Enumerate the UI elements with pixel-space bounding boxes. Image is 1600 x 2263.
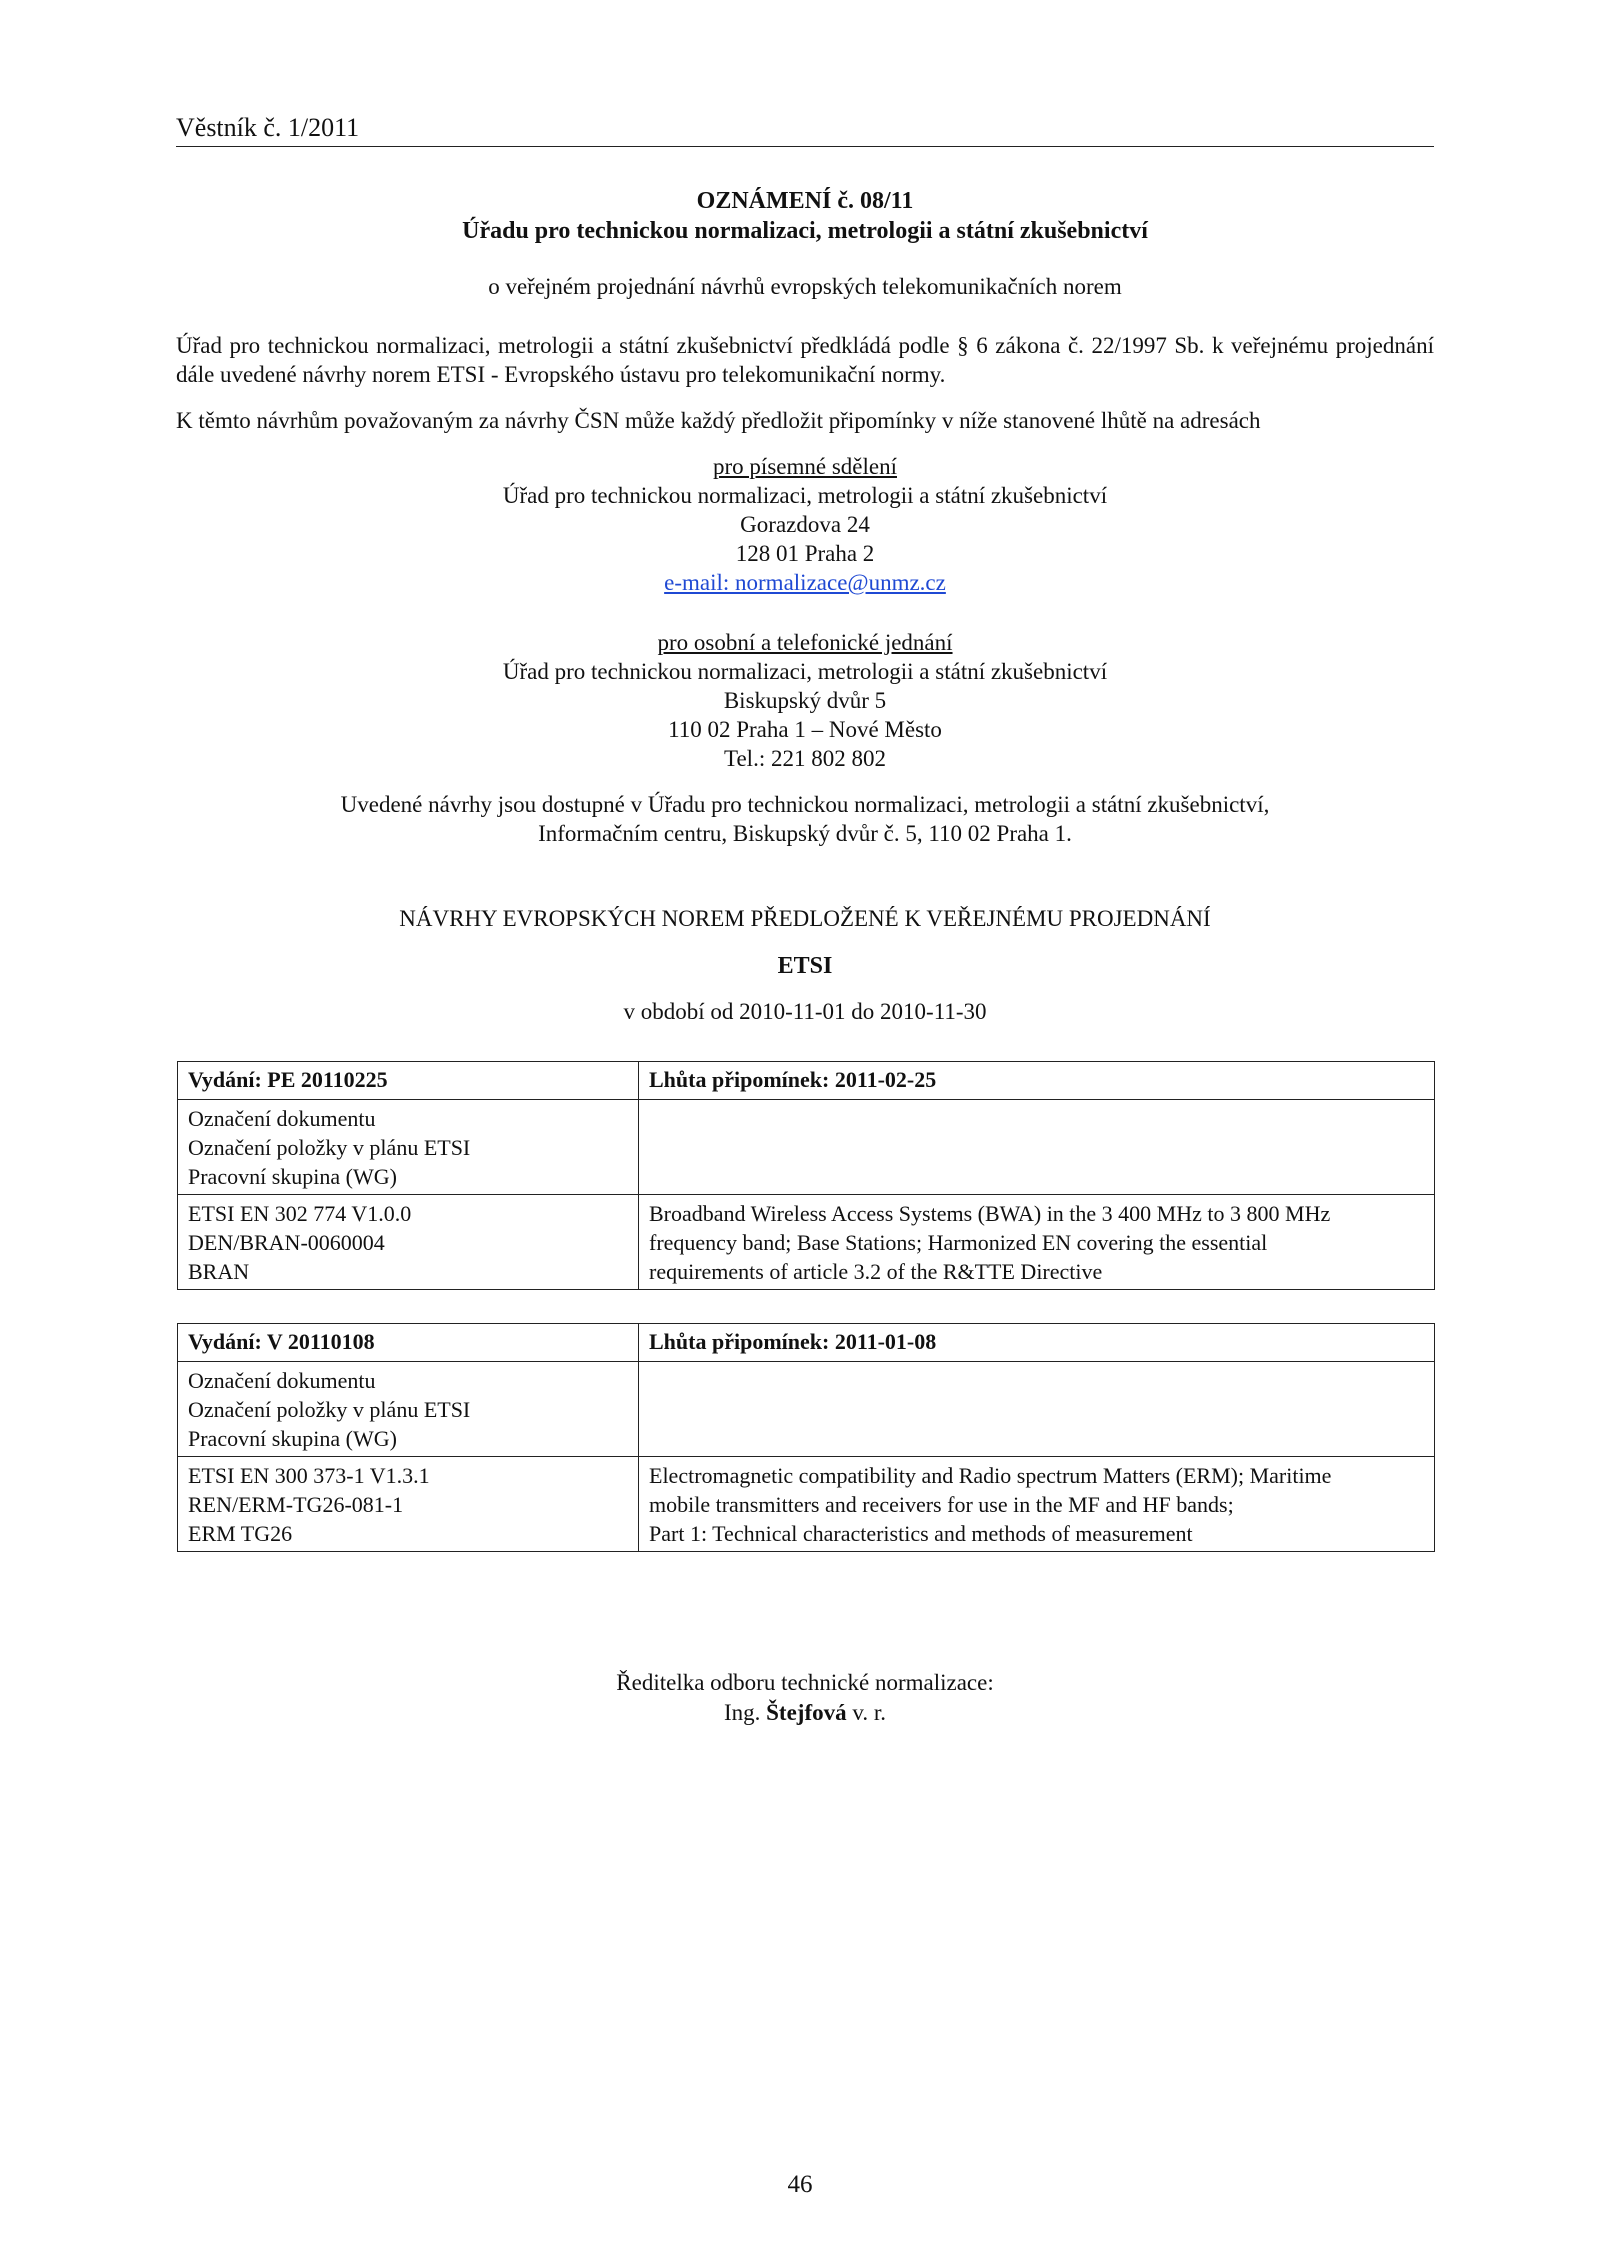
release-data-row <box>178 1457 1435 1552</box>
written-address-heading: pro písemné sdělení <box>713 454 897 479</box>
doc-working-group: BRAN <box>188 1259 250 1284</box>
doc-title-line: Electromagnetic compatibility and Radio spectrum Matters (ERM); Maritime <box>649 1463 1332 1488</box>
release-labels-row <box>178 1100 1435 1195</box>
doc-plan-item: DEN/BRAN-0060004 <box>188 1230 385 1255</box>
release-labels-row <box>178 1362 1435 1457</box>
signature-prefix: Ing. <box>723 1700 767 1725</box>
release-deadline: Lhůta připomínek: 2011-02-25 <box>639 1062 1435 1100</box>
label-document-id: Označení dokumentu <box>188 1106 376 1131</box>
notice-issuer: Úřadu pro technickou normalizaci, metrologii a státní zkušebnictví <box>462 218 1148 244</box>
header-rule <box>176 146 1434 147</box>
release-table <box>177 1323 1435 1552</box>
availability-line-1: Uvedené návrhy jsou dostupné v Úřadu pro technickou normalizaci, metrologii a státní zkušebnictví, <box>340 792 1270 817</box>
notice-subtitle: o veřejném projednání návrhů evropských telekomunikačních norem <box>488 274 1122 299</box>
release-labels-cell <box>178 1100 639 1195</box>
proposals-period: v období od 2010-11-01 do 2010-11-30 <box>623 999 987 1024</box>
release-table <box>177 1061 1435 1290</box>
doc-number: ETSI EN 300 373-1 V1.3.1 <box>188 1463 430 1488</box>
doc-working-group: ERM TG26 <box>188 1521 293 1546</box>
doc-title-line: frequency band; Base Stations; Harmonized EN covering the essential <box>649 1230 1268 1255</box>
release-data-row <box>178 1195 1435 1290</box>
release-labels-empty-cell <box>639 1362 1435 1457</box>
release-labels-cell <box>178 1362 639 1457</box>
signature-line <box>176 1698 1434 1728</box>
release-edition: Vydání: PE 20110225 <box>178 1062 639 1100</box>
notice-title: OZNÁMENÍ č. 08/11 <box>696 188 914 214</box>
availability-note <box>176 790 1434 848</box>
page-number: 46 <box>787 2171 813 2198</box>
label-working-group: Pracovní skupina (WG) <box>188 1164 397 1189</box>
label-working-group: Pracovní skupina (WG) <box>188 1426 397 1451</box>
email-link[interactable]: e-mail: normalizace@unmz.cz <box>664 570 946 595</box>
personal-address-city: 110 02 Praha 1 – Nové Město <box>668 717 942 742</box>
release-doc-cell <box>178 1457 639 1552</box>
doc-title-line: Part 1: Technical characteristics and methods of measurement <box>649 1521 1193 1546</box>
doc-title-line: requirements of article 3.2 of the R&TTE Directive <box>649 1259 1103 1284</box>
doc-plan-item: REN/ERM-TG26-081-1 <box>188 1492 404 1517</box>
signature-block <box>176 1668 1434 1728</box>
signature-suffix: v. r. <box>846 1700 887 1725</box>
release-title-cell <box>639 1195 1435 1290</box>
running-head: Věstník č. 1/2011 <box>176 113 360 142</box>
personal-address-street: Biskupský dvůr 5 <box>723 688 887 713</box>
written-address-street: Gorazdova 24 <box>740 512 870 537</box>
label-plan-item: Označení položky v plánu ETSI <box>188 1135 471 1160</box>
availability-line-2: Informačním centru, Biskupský dvůr č. 5, 110 02 Praha 1. <box>538 821 1072 846</box>
release-title-cell <box>639 1457 1435 1552</box>
personal-address-heading: pro osobní a telefonické jednání <box>657 630 953 655</box>
release-doc-cell <box>178 1195 639 1290</box>
label-plan-item: Označení položky v plánu ETSI <box>188 1397 471 1422</box>
personal-address-org: Úřad pro technickou normalizaci, metrologii a státní zkušebnictví <box>502 659 1108 684</box>
release-header-row <box>178 1062 1435 1100</box>
intro-paragraph: Úřad pro technickou normalizaci, metrologii a státní zkušebnictví předkládá podle § 6 zákona č. 22/1997 Sb. k veřejnému projednání dále uvedené návrhy norem ETSI - Evropského ústavu pro telekomunikační normy. <box>176 333 1434 387</box>
release-labels-empty-cell <box>639 1100 1435 1195</box>
release-header-row <box>178 1324 1435 1362</box>
release-deadline: Lhůta připomínek: 2011-01-08 <box>639 1324 1435 1362</box>
signature-role: Ředitelka odboru technické normalizace: <box>616 1670 994 1695</box>
doc-title-line: mobile transmitters and receivers for use in the MF and HF bands; <box>649 1492 1234 1517</box>
doc-title-line: Broadband Wireless Access Systems (BWA) in the 3 400 MHz to 3 800 MHz <box>649 1201 1331 1226</box>
proposals-heading: NÁVRHY EVROPSKÝCH NOREM PŘEDLOŽENÉ K VEŘEJNÉMU PROJEDNÁNÍ <box>399 906 1211 931</box>
written-address <box>176 452 1434 597</box>
notice-title-block <box>176 186 1434 246</box>
doc-number: ETSI EN 302 774 V1.0.0 <box>188 1201 412 1226</box>
personal-address <box>176 628 1434 773</box>
label-document-id: Označení dokumentu <box>188 1368 376 1393</box>
proposals-body: ETSI <box>777 953 833 979</box>
release-edition: Vydání: V 20110108 <box>178 1324 639 1362</box>
written-address-city: 128 01 Praha 2 <box>735 541 875 566</box>
written-address-org: Úřad pro technickou normalizaci, metrologii a státní zkušebnictví <box>502 483 1108 508</box>
signature-name: Štejfová <box>766 1700 847 1725</box>
personal-address-phone: Tel.: 221 802 802 <box>724 746 886 771</box>
comments-paragraph: K těmto návrhům považovaným za návrhy ČSN může každý předložit připomínky v níže stanovené lhůtě na adresách <box>176 408 1261 433</box>
